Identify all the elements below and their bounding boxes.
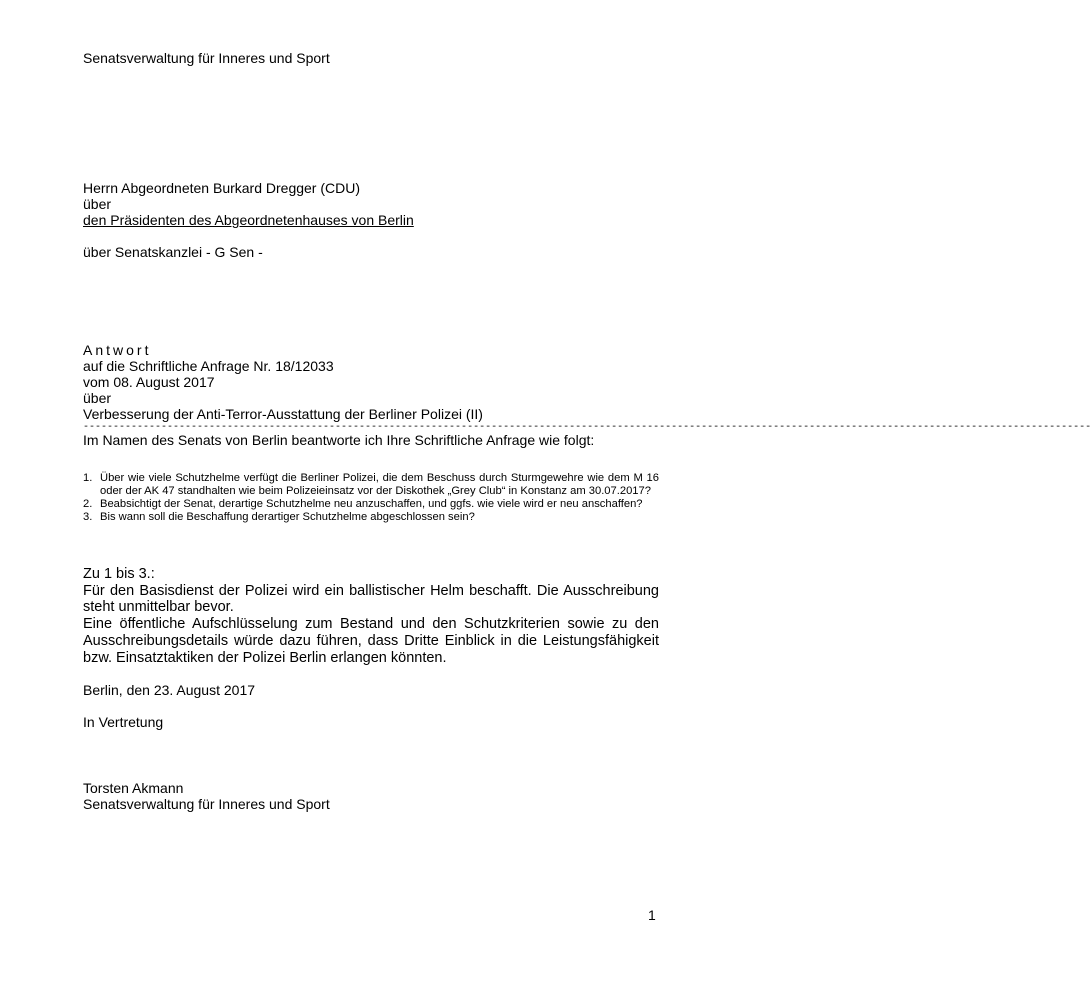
question-number: 3.	[83, 511, 93, 523]
question-list	[83, 472, 659, 524]
place-date: Berlin, den 23. August 2017	[83, 682, 256, 698]
dashed-divider: ------------------------------------------------------------------------------------------------------------------------------------------------------------------------	[83, 422, 1091, 433]
intro-text: Im Namen des Senats von Berlin beantworte ich Ihre Schriftliche Anfrage wie folgt:	[83, 432, 595, 448]
answer-heading: Zu 1 bis 3.:	[83, 566, 155, 582]
answer-paragraph-2: Eine öffentliche Aufschlüsselung zum Bestand und den Schutzkriterien sowie zu den Ausschreibungsdetails würde dazu führen, dass Dritte Einblick in die Leistungsfähigkeit bzw. Einsatztaktiken der Polizei Berlin erlangen könnten.	[83, 616, 659, 666]
header-department: Senatsverwaltung für Inneres und Sport	[83, 50, 330, 66]
question-number: 1.	[83, 472, 93, 484]
question-item	[83, 472, 659, 498]
recipient-line-3: den Präsidenten des Abgeordnetenhauses von Berlin	[83, 212, 414, 228]
question-number: 2.	[83, 498, 93, 510]
recipient-line-2: über	[83, 196, 112, 212]
subject-line-4: Verbesserung der Anti-Terror-Ausstattung der Berliner Polizei (II)	[83, 406, 483, 422]
question-item	[83, 498, 659, 511]
subject-line-1: auf die Schriftliche Anfrage Nr. 18/12033	[83, 358, 334, 374]
subject-line-3: über	[83, 390, 112, 406]
answer-paragraph-1: Für den Basisdienst der Polizei wird ein ballistischer Helm beschafft. Die Ausschreibung steht unmittelbar bevor.	[83, 582, 659, 616]
question-text: Bis wann soll die Beschaffung derartiger Schutzhelme abgeschlossen sein?	[100, 511, 475, 523]
signer-department: Senatsverwaltung für Inneres und Sport	[83, 796, 330, 812]
question-item	[83, 511, 659, 524]
page-number: 1	[648, 907, 656, 923]
question-text: Über wie viele Schutzhelme verfügt die Berliner Polizei, die dem Beschuss durch Sturmgewehre wie dem M 16 oder der AK 47 standhalten wie beim Polizeieinsatz vor der Diskothek „Grey Club“ in Konstanz am 30.07.2017?	[100, 472, 659, 497]
representation-note: In Vertretung	[83, 714, 164, 730]
subject-title: Antwort	[83, 342, 152, 358]
signer-name: Torsten Akmann	[83, 780, 184, 796]
subject-line-2: vom 08. August 2017	[83, 374, 215, 390]
question-text: Beabsichtigt der Senat, derartige Schutzhelme neu anzuschaffen, und ggfs. wie viele wird er neu anschaffen?	[100, 498, 643, 510]
recipient-line-4: über Senatskanzlei - G Sen -	[83, 244, 263, 260]
recipient-line-1: Herrn Abgeordneten Burkard Dregger (CDU)	[83, 180, 361, 196]
answer-block	[83, 566, 659, 666]
